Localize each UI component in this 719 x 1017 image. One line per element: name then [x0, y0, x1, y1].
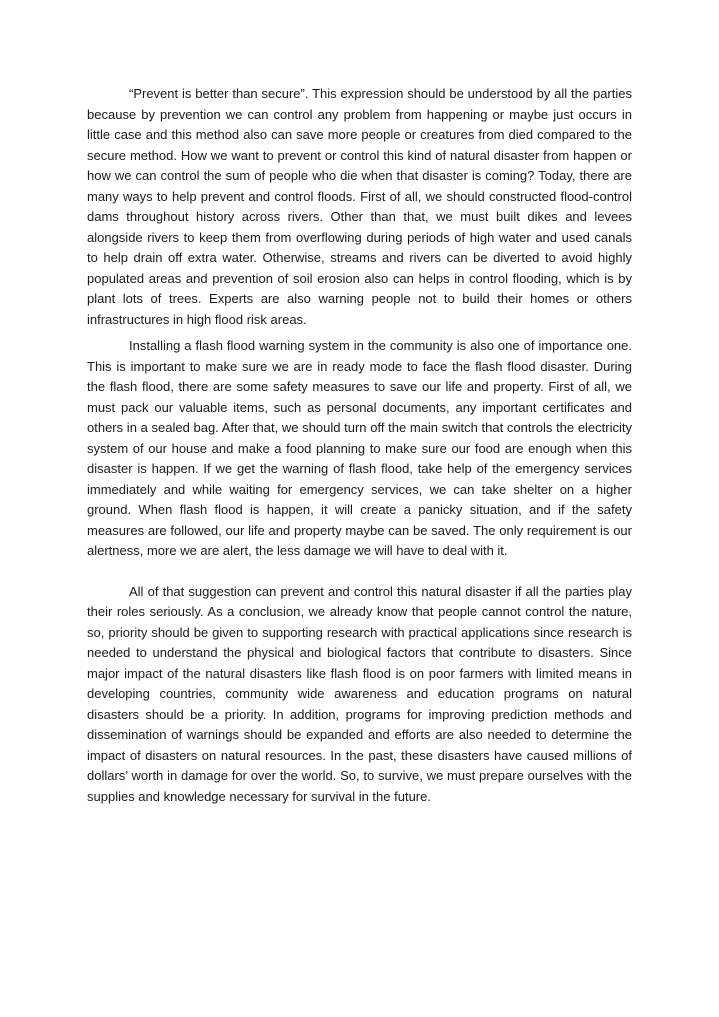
- paragraph-warning-system: Installing a flash flood warning system in the community is also one of importance one. This is important to make sure we are in ready mode to face the flash flood disaster. During the flash flood, there are some safety measures to save our life and property. First of all, we must pack our valuable items, such as personal documents, any important certificates and others in a sealed bag. After that, we should turn off the main switch that controls the electricity system of our house and make a food planning to make sure our food are enough when this disaster is happen. If we get the warning of flash flood, take help of the emergency services immediately and while waiting for emergency services, we can take shelter on a higher ground. When flash flood is happen, it will create a panicky situation, and if the safety measures are followed, our life and property maybe can be saved. The only requirement is our alertness, more we are alert, the less damage we will have to deal with it.: [87, 338, 632, 558]
- paragraph-prevention: “Prevent is better than secure”. This expression should be understood by all the parties because by prevention we can control any problem from happening or maybe just occurs in little case and this method also can save more people or creatures from died compared to the secure method. How we want to prevent or control this kind of natural disaster from happen or how we can control the sum of people who die when that disaster is coming? Today, there are many ways to help prevent and control floods. First of all, we should constructed flood-control dams throughout history across rivers. Other than that, we must built dikes and levees alongside rivers to keep them from overflowing during periods of high water and used canals to help drain off extra water. Otherwise, streams and rivers can be diverted to avoid highly populated areas and prevention of soil erosion also can helps in control flooding, which is by plant lots of trees. Experts are also warning people not to build their homes or others infrastructures in high flood risk areas.: [87, 86, 632, 327]
- paragraph-conclusion: All of that suggestion can prevent and control this natural disaster if all the parties play their roles seriously. As a conclusion, we already know that people cannot control the nature, so, priority should be given to supporting research with practical applications since research is needed to understand the physical and biological factors that contribute to disasters. Since major impact of the natural disasters like flash flood is on poor farmers with limited means in developing countries, community wide awareness and education programs on natural disasters should be a priority. In addition, programs for improving prediction methods and dissemination of warnings should be expanded and efforts are also needed to determine the impact of disasters on natural resources. In the past, these disasters have caused millions of dollars’ worth in damage for over the world. So, to survive, we must prepare ourselves with the supplies and knowledge necessary for survival in the future.: [87, 583, 632, 804]
- document-page: [87, 84, 632, 807]
